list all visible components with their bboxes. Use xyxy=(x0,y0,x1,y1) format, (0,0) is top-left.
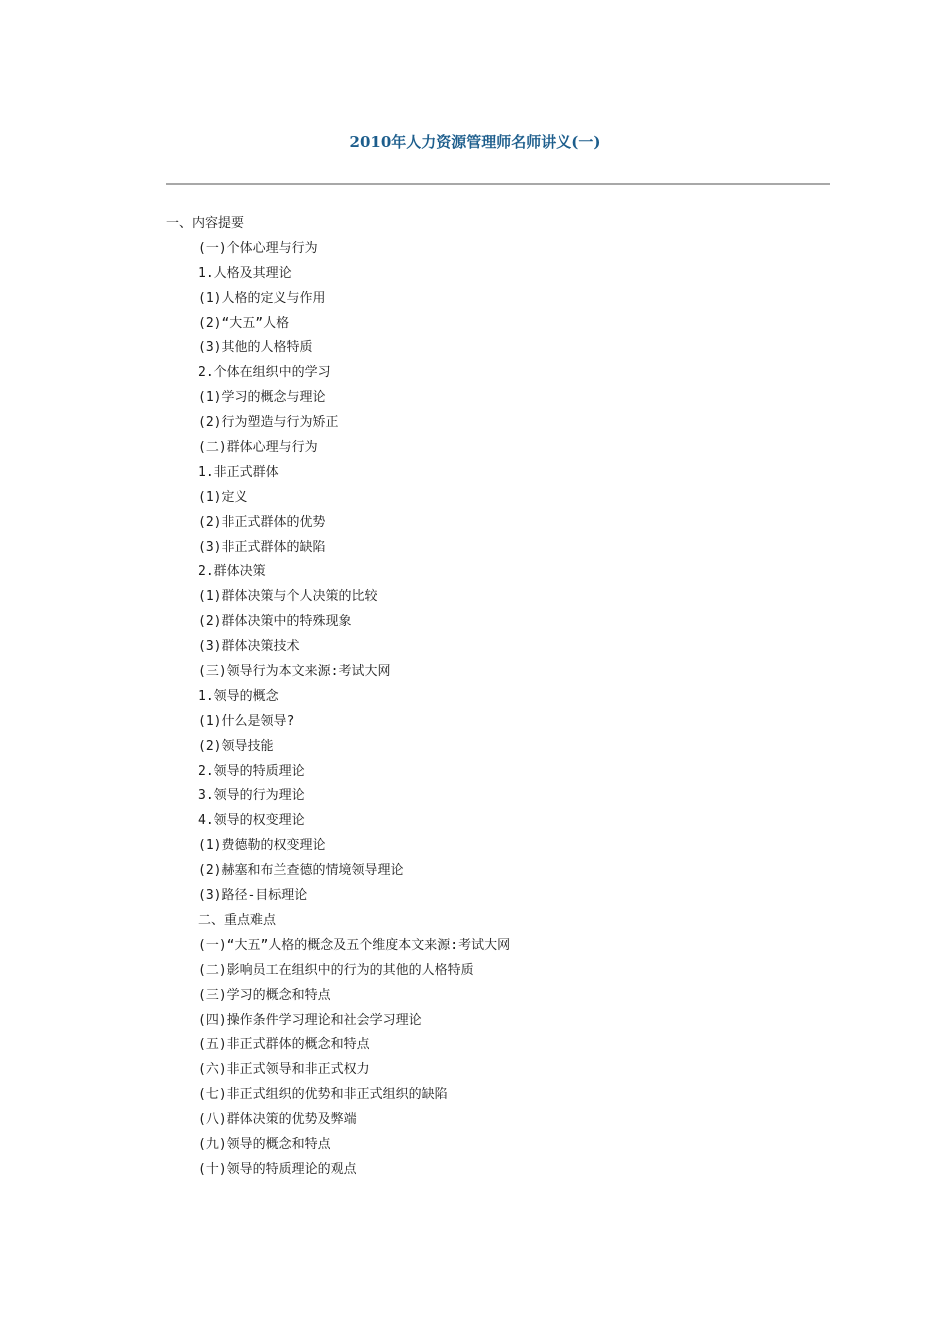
outline-line: 1.人格及其理论 xyxy=(198,265,292,281)
outline-line: (2)领导技能 xyxy=(198,738,274,754)
outline-line: (1)什么是领导? xyxy=(198,713,295,729)
outline-line: (五)非正式群体的概念和特点 xyxy=(198,1037,370,1053)
outline-line: 2.领导的特质理论 xyxy=(198,763,305,779)
outline-line: 2.群体决策 xyxy=(198,564,266,580)
outline-line: (九)领导的概念和特点 xyxy=(198,1136,331,1152)
outline-line: (一)“大五”人格的概念及五个维度本文来源:考试大网 xyxy=(198,937,511,953)
outline-line: (2)“大五”人格 xyxy=(198,315,290,331)
outline-line: (1)费德勒的权变理论 xyxy=(198,838,326,854)
outline-line: (2)非正式群体的优势 xyxy=(198,514,326,530)
outline-line: (七)非正式组织的优势和非正式组织的缺陷 xyxy=(198,1087,448,1103)
outline-line: 4.领导的权变理论 xyxy=(198,813,305,829)
outline-line: (1)群体决策与个人决策的比较 xyxy=(198,589,378,605)
outline-line: 2.个体在组织中的学习 xyxy=(198,365,331,381)
outline-line: (三)领导行为本文来源:考试大网 xyxy=(198,664,391,680)
outline-line: (三)学习的概念和特点 xyxy=(198,987,331,1003)
outline-line: 二、重点难点 xyxy=(198,912,277,928)
outline-line: (2)群体决策中的特殊现象 xyxy=(198,614,352,630)
outline-line: (二)群体心理与行为 xyxy=(198,440,318,456)
outline-line: (八)群体决策的优势及弊端 xyxy=(198,1112,357,1128)
outline-line: 一、内容提要 xyxy=(166,216,245,231)
outline-line: (1)人格的定义与作用 xyxy=(198,290,326,306)
outline-line: (2)行为塑造与行为矫正 xyxy=(198,415,339,431)
outline-line: 3.领导的行为理论 xyxy=(198,788,305,804)
document-title: 2010年人力资源管理师名师讲义(一) xyxy=(349,133,601,151)
outline-line: (1)定义 xyxy=(198,489,248,505)
outline-line: (3)路径-目标理论 xyxy=(198,888,308,904)
outline-line: (一)个体心理与行为 xyxy=(198,240,318,256)
outline-line: (六)非正式领导和非正式权力 xyxy=(198,1062,370,1078)
title-divider xyxy=(166,183,830,185)
outline-line: (3)其他的人格特质 xyxy=(198,340,313,356)
outline-line: 1.领导的概念 xyxy=(198,688,279,704)
outline-list xyxy=(166,212,830,1183)
outline-line: (3)非正式群体的缺陷 xyxy=(198,539,326,555)
outline-line: (1)学习的概念与理论 xyxy=(198,390,326,406)
outline-line: (3)群体决策技术 xyxy=(198,639,300,655)
outline-line: (四)操作条件学习理论和社会学习理论 xyxy=(198,1012,422,1028)
outline-line: (二)影响员工在组织中的行为的其他的人格特质 xyxy=(198,962,474,978)
outline-line: (2)赫塞和布兰查德的情境领导理论 xyxy=(198,863,404,879)
outline-line: 1.非正式群体 xyxy=(198,464,279,480)
outline-line: (十)领导的特质理论的观点 xyxy=(198,1161,357,1177)
